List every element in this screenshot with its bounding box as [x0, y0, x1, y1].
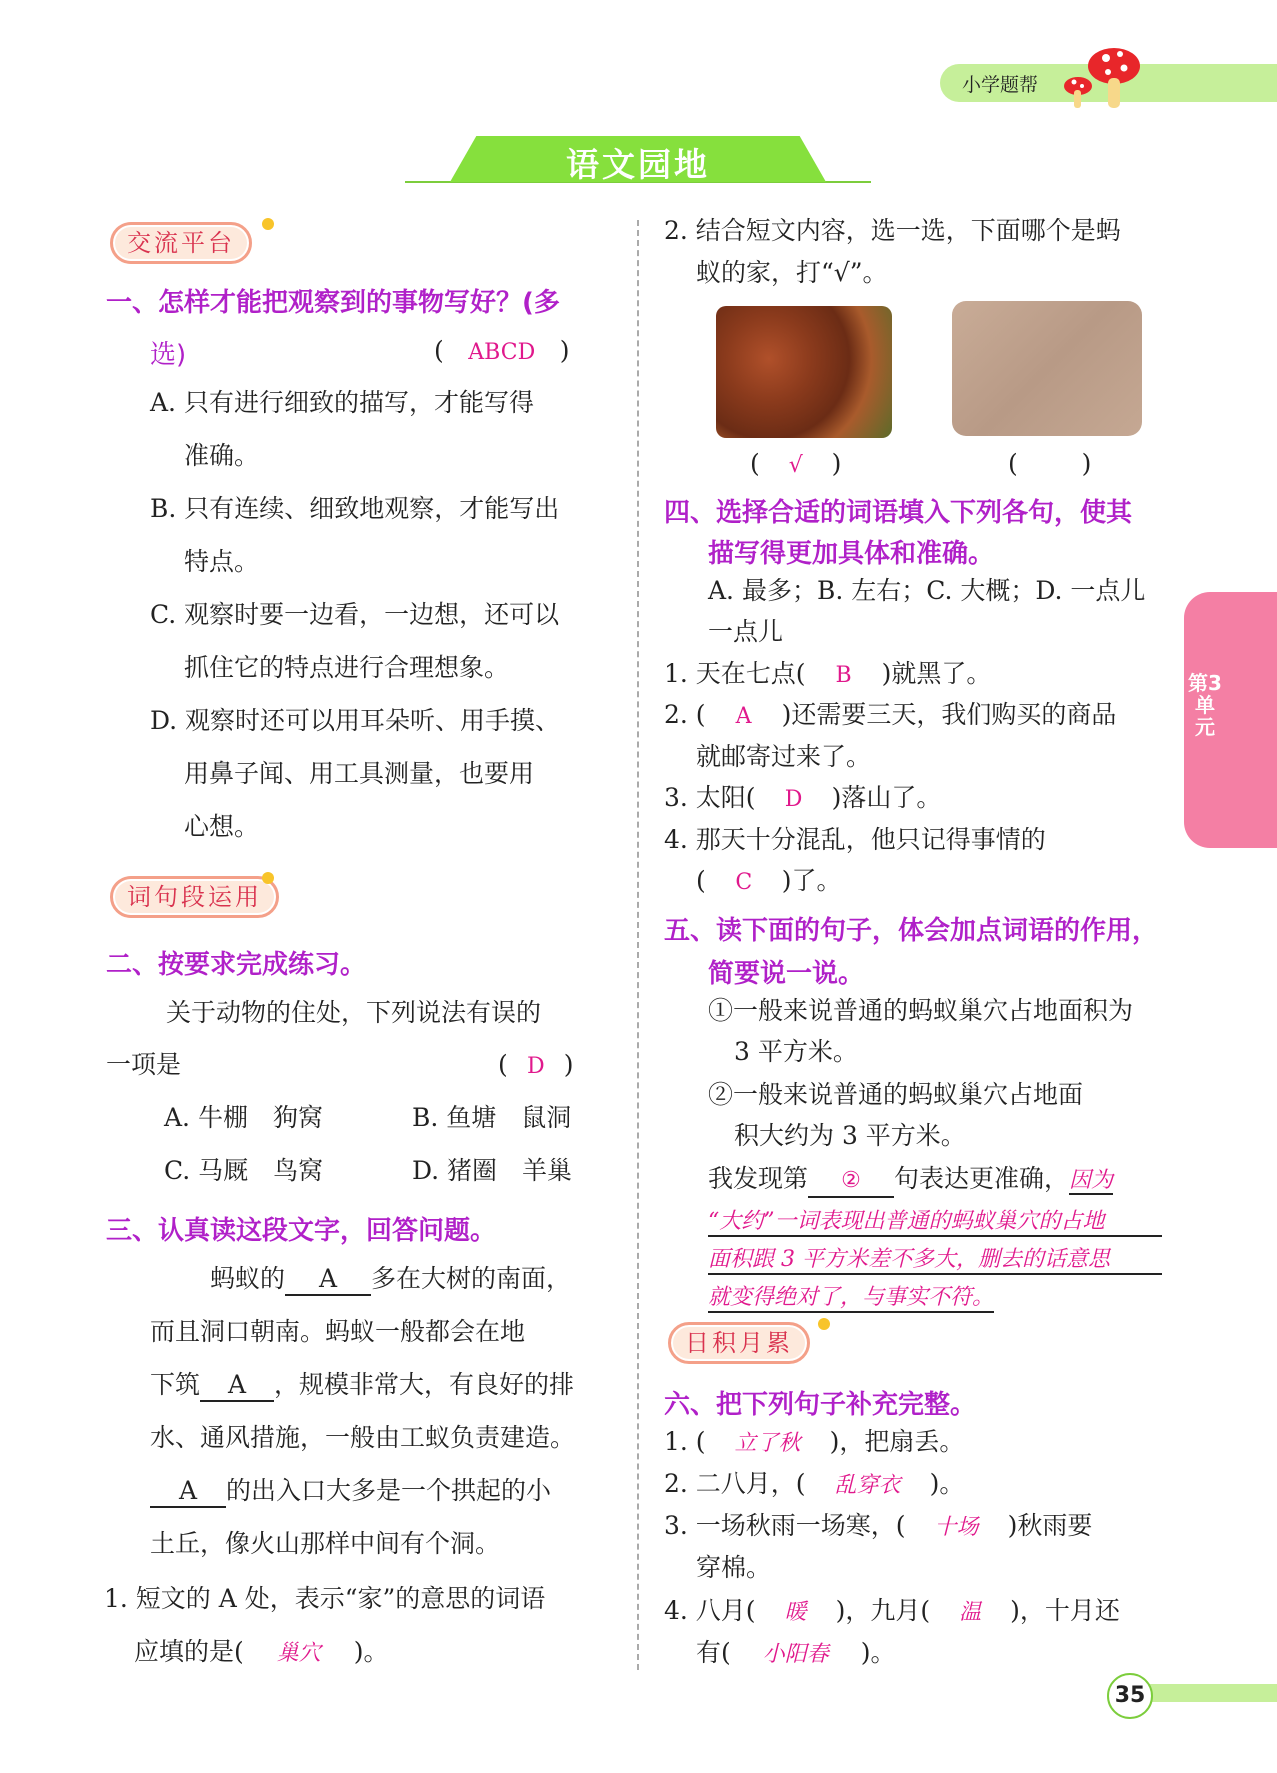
q3-title: 三、认真读这段文字，回答问题。	[106, 1216, 497, 1246]
q3-sub1-answer: 巢穴	[276, 1641, 321, 1666]
page-number: 35	[1107, 1673, 1153, 1719]
photo2-check: ( )	[1008, 449, 1092, 478]
q2-answer: D	[526, 1054, 545, 1079]
q2-option-b: B. 鱼塘 鼠洞	[412, 1103, 572, 1132]
page-title: 语文园地	[566, 145, 710, 184]
q3-passage-5: A 的出入口大多是一个拱起的小	[150, 1476, 551, 1508]
q3-sub2-2: 蚁的家，打“√”。	[696, 258, 888, 287]
q5-sentence-2: ②一般来说普通的蚂蚁巢穴占地面	[708, 1080, 1084, 1109]
q2-option-a: A. 牛棚 狗窝	[164, 1103, 323, 1132]
q3-passage-6: 土丘，像火山那样中间有个洞。	[150, 1529, 501, 1558]
brand-name: 小学题帮	[962, 74, 1039, 96]
star-icon	[818, 1318, 830, 1330]
q2-stem-2: 一项是	[106, 1050, 182, 1079]
q5-title-2: 简要说一说。	[708, 959, 865, 989]
q5-reason-1: “大约”一词表现出普通的蚂蚁巢穴的占地	[708, 1204, 1162, 1237]
q6-line-4: 4. 八月( 暖 )，九月( 温 )，十月还	[664, 1596, 1120, 1625]
sand-photo	[952, 301, 1142, 436]
q4-item-2-cont: 就邮寄过来了。	[696, 742, 872, 771]
q1-option-a: A. 只有进行细致的描写，才能写得	[150, 388, 534, 417]
q5-find: 我发现第 ② 句表达更准确，因为	[708, 1164, 1113, 1198]
q2-stem: 关于动物的住处，下列说法有误的	[166, 998, 542, 1027]
q1-option-b: B. 只有连续、细致地观察，才能写出	[150, 494, 560, 523]
q1-stem-2: 选)	[150, 340, 187, 370]
q3-passage-3: 下筑 A ，规模非常大，有良好的排	[150, 1370, 574, 1402]
unit-label: 第3单元	[1188, 671, 1222, 739]
q5-reason-2: 面积跟 3 平方米差不多大，删去的话意思	[708, 1242, 1162, 1275]
q4-item-3: 3. 太阳( D )落山了。	[664, 783, 942, 812]
q1-option-d-2: 用鼻子闻、用工具测量，也要用	[184, 759, 535, 788]
q2-option-d: D. 猪圈 羊巢	[412, 1156, 573, 1185]
q5-reason-3: 就变得绝对了，与事实不符。	[708, 1280, 994, 1313]
q3-passage-2: 而且洞口朝南。蚂蚁一般都会在地	[150, 1317, 526, 1346]
q3-passage-4: 水、通风措施，一般由工蚁负责建造。	[150, 1423, 576, 1452]
q6-line-1: 1. ( 立了秋 )，把扇丢。	[664, 1427, 965, 1456]
section-pill-words: 词句段运用	[110, 876, 279, 918]
q1-option-d: D. 观察时还可以用耳朵听、用手摸、	[150, 706, 561, 735]
q1-stem: 一、怎样才能把观察到的事物写好？(多	[106, 288, 560, 318]
section-pill-exchange: 交流平台	[110, 222, 252, 264]
q5-find-answer: ②	[808, 1166, 894, 1198]
q1-option-d-3: 心想。	[184, 812, 260, 841]
q3-sub2: 2. 结合短文内容，选一选，下面哪个是蚂	[664, 216, 1121, 245]
q4-item-4: 4. 那天十分混乱，他只记得事情的	[664, 825, 1046, 854]
q5-sentence-1-2: 3 平方米。	[734, 1037, 858, 1066]
section-pill-daily: 日积月累	[668, 1322, 810, 1364]
check-mark: √	[788, 453, 803, 478]
mushroom-icon	[1062, 44, 1142, 114]
q1-option-c: C. 观察时要一边看，一边想，还可以	[150, 600, 560, 629]
q1-option-b-2: 特点。	[184, 547, 260, 576]
q4-title: 四、选择合适的词语填入下列各句，使其	[664, 498, 1133, 528]
star-icon	[262, 218, 274, 230]
q4-options-2: 一点儿	[708, 617, 784, 646]
q1-option-c-2: 抓住它的特点进行合理想象。	[184, 653, 510, 682]
q4-options: A. 最多；B. 左右；C. 大概；D. 一点儿	[708, 576, 1146, 605]
q1-option-a-2: 准确。	[184, 441, 260, 470]
q5-sentence-2-2: 积大约为 3 平方米。	[734, 1121, 966, 1150]
blank-a: A	[200, 1370, 274, 1402]
column-divider	[637, 220, 639, 1670]
q4-item-2: 2. ( A )还需要三天，我们购买的商品	[664, 700, 1117, 729]
q1-answer: ABCD	[468, 340, 536, 365]
q2-option-c: C. 马厩 鸟窝	[164, 1156, 324, 1185]
q5-sentence-1: ①一般来说普通的蚂蚁巢穴占地面积为	[708, 996, 1134, 1025]
q6-line-2: 2. 二八月，( 乱穿衣 )。	[664, 1469, 965, 1498]
q4-title-2: 描写得更加具体和准确。	[708, 539, 995, 569]
q2-answer-paren: ( D )	[498, 1050, 574, 1082]
photo1-check: ( √ )	[750, 449, 841, 481]
q1-answer-paren: ( ABCD )	[434, 336, 570, 368]
q6-line-4-cont: 有( 小阳春 )。	[696, 1638, 896, 1667]
q4-item-4-cont: ( C )了。	[696, 866, 842, 895]
anthill-photo	[716, 306, 892, 438]
q6-line-3-cont: 穿棉。	[696, 1553, 772, 1582]
blank-a: A	[150, 1476, 226, 1508]
q3-passage-1: 蚂蚁的 A 多在大树的南面，	[210, 1264, 571, 1296]
blank-a: A	[285, 1264, 371, 1296]
q3-sub1-2: 应填的是( 巢穴 )。	[134, 1637, 389, 1669]
q5-title: 五、读下面的句子，体会加点词语的作用，	[664, 916, 1159, 946]
q2-title: 二、按要求完成练习。	[106, 950, 367, 980]
q3-sub1: 1. 短文的 A 处，表示“家”的意思的词语	[104, 1584, 546, 1613]
q4-item-1: 1. 天在七点( B )就黑了。	[664, 659, 992, 688]
star-icon	[262, 872, 274, 884]
q6-title: 六、把下列句子补充完整。	[664, 1390, 977, 1420]
q6-line-3: 3. 一场秋雨一场寒，( 十场 )秋雨要	[664, 1511, 1093, 1540]
